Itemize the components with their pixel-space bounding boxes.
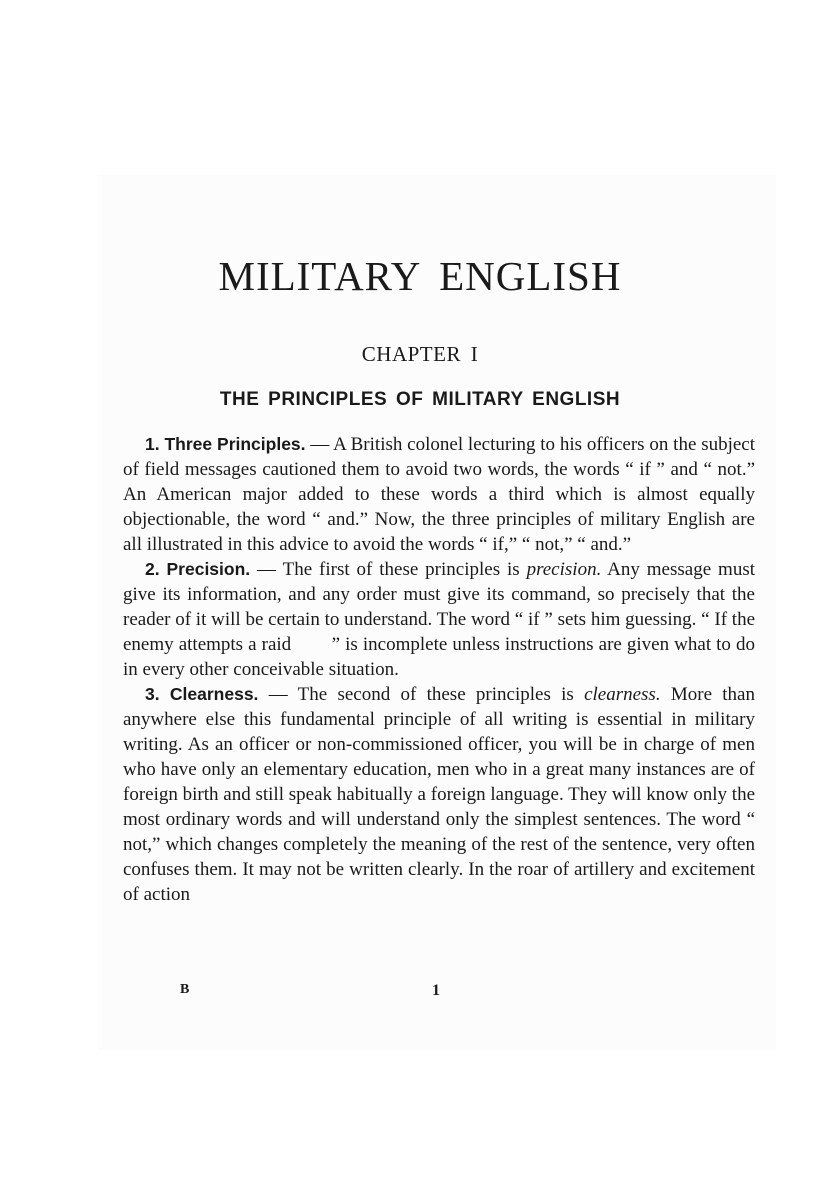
- section-dash: —: [258, 684, 298, 705]
- emphasized-term: precision.: [526, 559, 602, 580]
- paragraph-precision: [123, 557, 760, 682]
- page-number: 1: [432, 982, 440, 999]
- section-title: Three Principles.: [164, 434, 306, 454]
- chapter-title: THE PRINCIPLES OF MILITARY ENGLISH: [219, 389, 621, 410]
- paragraph-text: Any message must give its information, and any order must give its command, so precisely that the reader of it will be certain to understand. The word “ if ” sets him guessing. “ If the enemy attempts a raid ” is incomplete unless instructions are given what to do in every other conceivable situation.: [123, 559, 760, 680]
- section-dash: —: [250, 559, 283, 580]
- paragraph-text: A British colonel lecturing to his officers on the subject of field messages cautioned them to avoid two words, the words “ if ” and “ not.” An American major added to these words a third which is almost equally objectionable, the word “ and.” Now, the three principles of military English are all illustrated in this advice to avoid the words “ if,” “ not,” “ and.”: [123, 434, 756, 555]
- paragraph-three-principles: [123, 432, 755, 557]
- chapter-number: CHAPTER I: [361, 342, 479, 366]
- section-number: 1.: [145, 434, 160, 454]
- section-number: 2.: [145, 559, 160, 579]
- body-text: [123, 432, 760, 907]
- emphasized-term: clearness.: [584, 684, 661, 705]
- printer-signature-mark: B: [180, 982, 190, 997]
- section-title: Clearness.: [169, 684, 259, 704]
- section-dash: —: [305, 434, 334, 455]
- book-title: MILITARY ENGLISH: [218, 253, 622, 299]
- paragraph-text: The first of these principles is: [282, 559, 527, 580]
- paragraph-text: The second of these principles is: [297, 684, 585, 705]
- paragraph-clearness: [123, 682, 755, 907]
- section-number: 3.: [145, 684, 160, 704]
- paragraph-text: More than anywhere else this fundamental principle of all writing is essential in military writing. As an officer or non-commissioned officer, you will be in charge of men who have only an elementary education, men who in a great many instances are of foreign birth and still speak habitually a foreign language. They will know only the most ordinary words and will understand only the simplest sentences. The word “ not,” which changes completely the meaning of the rest of the sentence, very often confuses them. It may not be written clearly. In the roar of artillery and excitement of action: [123, 684, 755, 905]
- section-title: Precision.: [166, 559, 251, 579]
